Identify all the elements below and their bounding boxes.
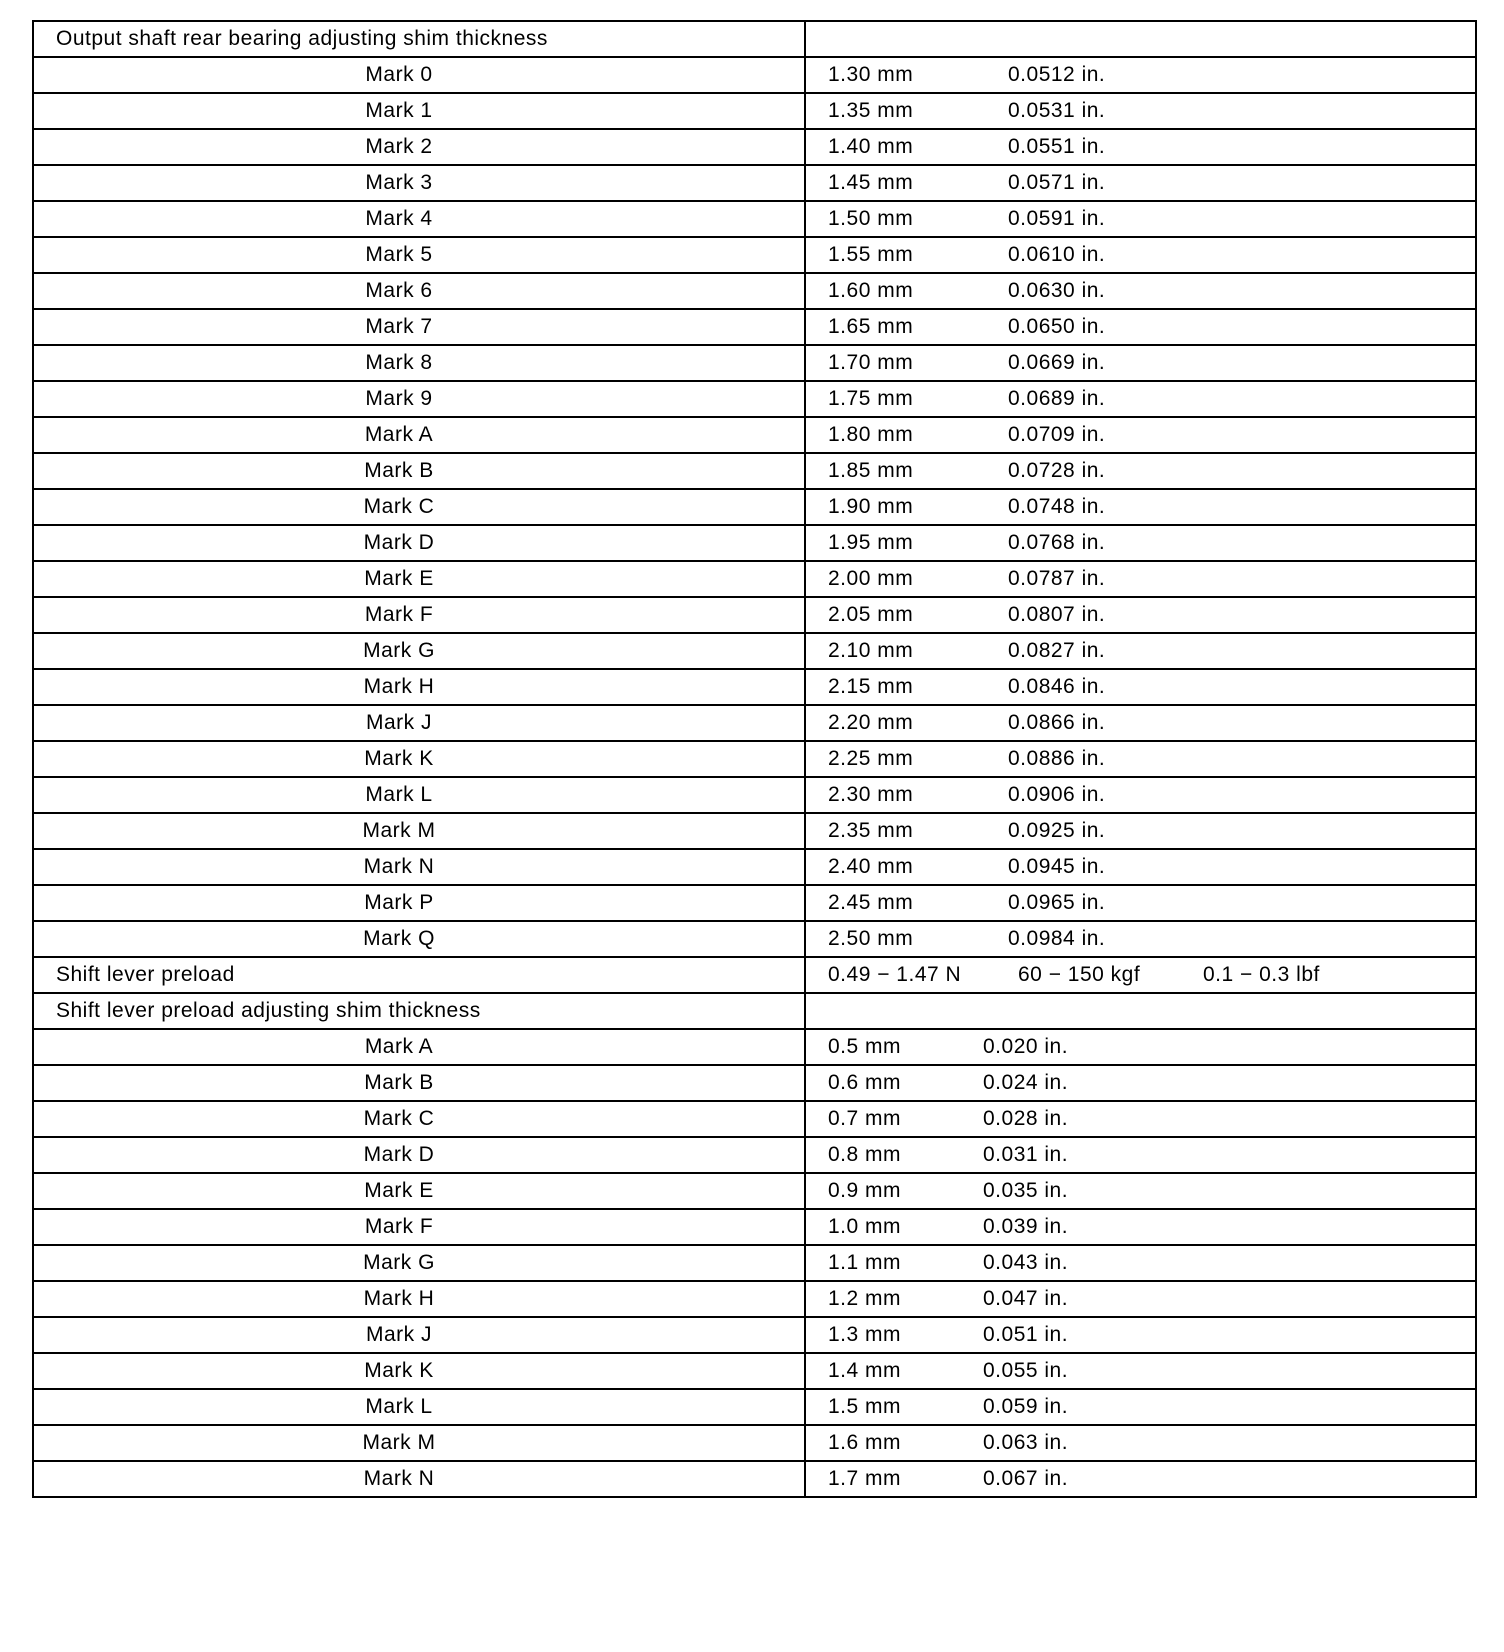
value-mm: 1.75 mm <box>828 387 914 410</box>
mark-cell: Mark N <box>33 849 805 885</box>
spec-table <box>32 20 1477 1498</box>
value-inch: 0.0512 in. <box>1008 63 1106 86</box>
value-inch: 0.0610 in. <box>1008 243 1106 266</box>
value-mm: 1.60 mm <box>828 279 914 302</box>
value-mm: 0.9 mm <box>828 1179 902 1202</box>
value-mm: 1.70 mm <box>828 351 914 374</box>
value-mm: 2.25 mm <box>828 747 914 770</box>
mark-cell: Mark B <box>33 453 805 489</box>
value-inch: 0.0630 in. <box>1008 279 1106 302</box>
value-cell <box>805 273 1476 309</box>
value-cell <box>805 669 1476 705</box>
table-row <box>33 741 1476 777</box>
table-row <box>33 1425 1476 1461</box>
mark-cell: Mark 5 <box>33 237 805 273</box>
value-inch: 0.0650 in. <box>1008 315 1106 338</box>
table-row <box>33 381 1476 417</box>
value-inch: 0.0886 in. <box>1008 747 1106 770</box>
table-row <box>33 1461 1476 1497</box>
mark-cell: Mark J <box>33 705 805 741</box>
value-mm: 0.7 mm <box>828 1107 902 1130</box>
value-inch: 0.0551 in. <box>1008 135 1106 158</box>
mark-cell: Mark M <box>33 1425 805 1461</box>
value-inch: 0.0925 in. <box>1008 819 1106 842</box>
section2-header-empty-cell <box>805 993 1476 1029</box>
value-mm: 1.90 mm <box>828 495 914 518</box>
table-row <box>33 705 1476 741</box>
value-mm: 1.35 mm <box>828 99 914 122</box>
mark-cell: Mark H <box>33 1281 805 1317</box>
value-cell <box>805 57 1476 93</box>
mark-cell: Mark A <box>33 1029 805 1065</box>
mark-cell: Mark 1 <box>33 93 805 129</box>
mark-cell: Mark D <box>33 1137 805 1173</box>
table-row <box>33 633 1476 669</box>
value-inch: 0.0689 in. <box>1008 387 1106 410</box>
value-inch: 0.0748 in. <box>1008 495 1106 518</box>
mark-cell: Mark L <box>33 777 805 813</box>
value-cell <box>805 309 1476 345</box>
spec-table-body <box>33 21 1476 1497</box>
section1-header-empty-cell <box>805 21 1476 57</box>
value-cell <box>805 525 1476 561</box>
mark-cell: Mark M <box>33 813 805 849</box>
value-cell <box>805 1281 1476 1317</box>
mark-cell: Mark G <box>33 1245 805 1281</box>
value-inch: 0.059 in. <box>983 1395 1069 1418</box>
value-inch: 0.024 in. <box>983 1071 1069 1094</box>
table-row <box>33 489 1476 525</box>
table-row <box>33 561 1476 597</box>
value-mm: 2.45 mm <box>828 891 914 914</box>
mark-cell: Mark N <box>33 1461 805 1497</box>
mark-cell: Mark L <box>33 1389 805 1425</box>
preload-label: Shift lever preload <box>33 957 805 993</box>
table-row <box>33 1353 1476 1389</box>
value-cell <box>805 417 1476 453</box>
value-inch: 0.047 in. <box>983 1287 1069 1310</box>
table-row <box>33 201 1476 237</box>
preload-kgf: 60 − 150 kgf <box>1018 963 1141 986</box>
value-cell <box>805 237 1476 273</box>
value-mm: 0.8 mm <box>828 1143 902 1166</box>
table-row <box>33 165 1476 201</box>
value-inch: 0.0945 in. <box>1008 855 1106 878</box>
value-inch: 0.0965 in. <box>1008 891 1106 914</box>
value-mm: 2.20 mm <box>828 711 914 734</box>
mark-cell: Mark 6 <box>33 273 805 309</box>
value-inch: 0.0846 in. <box>1008 675 1106 698</box>
value-cell <box>805 561 1476 597</box>
preload-lbf: 0.1 − 0.3 lbf <box>1203 963 1320 986</box>
value-inch: 0.028 in. <box>983 1107 1069 1130</box>
value-mm: 1.7 mm <box>828 1467 902 1490</box>
value-cell <box>805 777 1476 813</box>
value-cell <box>805 1425 1476 1461</box>
value-inch: 0.035 in. <box>983 1179 1069 1202</box>
mark-cell: Mark 3 <box>33 165 805 201</box>
value-mm: 2.50 mm <box>828 927 914 950</box>
value-inch: 0.0591 in. <box>1008 207 1106 230</box>
value-mm: 1.50 mm <box>828 207 914 230</box>
value-cell <box>805 453 1476 489</box>
value-mm: 1.5 mm <box>828 1395 902 1418</box>
mark-cell: Mark F <box>33 597 805 633</box>
mark-cell: Mark H <box>33 669 805 705</box>
value-mm: 1.65 mm <box>828 315 914 338</box>
value-cell <box>805 1353 1476 1389</box>
mark-cell: Mark 7 <box>33 309 805 345</box>
table-row <box>33 345 1476 381</box>
value-mm: 2.15 mm <box>828 675 914 698</box>
value-mm: 1.85 mm <box>828 459 914 482</box>
table-row <box>33 597 1476 633</box>
mark-cell: Mark 8 <box>33 345 805 381</box>
mark-cell: Mark 2 <box>33 129 805 165</box>
mark-cell: Mark B <box>33 1065 805 1101</box>
value-inch: 0.0531 in. <box>1008 99 1106 122</box>
table-row <box>33 1281 1476 1317</box>
value-cell <box>805 705 1476 741</box>
value-inch: 0.0669 in. <box>1008 351 1106 374</box>
value-mm: 2.10 mm <box>828 639 914 662</box>
value-cell <box>805 597 1476 633</box>
value-mm: 0.5 mm <box>828 1035 902 1058</box>
mark-cell: Mark K <box>33 741 805 777</box>
value-cell <box>805 1137 1476 1173</box>
value-inch: 0.0571 in. <box>1008 171 1106 194</box>
mark-cell: Mark G <box>33 633 805 669</box>
table-row <box>33 1173 1476 1209</box>
mark-cell: Mark 4 <box>33 201 805 237</box>
value-inch: 0.0807 in. <box>1008 603 1106 626</box>
section1-header-row <box>33 21 1476 57</box>
value-cell <box>805 1065 1476 1101</box>
value-inch: 0.020 in. <box>983 1035 1069 1058</box>
table-row <box>33 1317 1476 1353</box>
preload-newton: 0.49 − 1.47 N <box>828 963 962 986</box>
value-inch: 0.043 in. <box>983 1251 1069 1274</box>
value-cell <box>805 813 1476 849</box>
value-mm: 1.1 mm <box>828 1251 902 1274</box>
table-row <box>33 921 1476 957</box>
table-row <box>33 669 1476 705</box>
value-cell <box>805 741 1476 777</box>
value-mm: 2.35 mm <box>828 819 914 842</box>
value-mm: 1.6 mm <box>828 1431 902 1454</box>
value-mm: 2.05 mm <box>828 603 914 626</box>
table-row <box>33 1209 1476 1245</box>
section2-header-row <box>33 993 1476 1029</box>
value-cell <box>805 345 1476 381</box>
table-row <box>33 57 1476 93</box>
value-inch: 0.0709 in. <box>1008 423 1106 446</box>
value-cell <box>805 1245 1476 1281</box>
preload-values <box>805 957 1476 993</box>
table-row <box>33 237 1476 273</box>
value-inch: 0.0906 in. <box>1008 783 1106 806</box>
value-cell <box>805 849 1476 885</box>
value-inch: 0.031 in. <box>983 1143 1069 1166</box>
mark-cell: Mark 9 <box>33 381 805 417</box>
table-row <box>33 777 1476 813</box>
table-row <box>33 849 1476 885</box>
value-cell <box>805 885 1476 921</box>
table-row <box>33 1389 1476 1425</box>
value-cell <box>805 1101 1476 1137</box>
value-inch: 0.0866 in. <box>1008 711 1106 734</box>
mark-cell: Mark P <box>33 885 805 921</box>
mark-cell: Mark A <box>33 417 805 453</box>
table-row <box>33 417 1476 453</box>
table-row <box>33 1029 1476 1065</box>
table-row <box>33 129 1476 165</box>
mark-cell: Mark Q <box>33 921 805 957</box>
value-cell <box>805 1209 1476 1245</box>
value-cell <box>805 1173 1476 1209</box>
value-inch: 0.067 in. <box>983 1467 1069 1490</box>
value-cell <box>805 129 1476 165</box>
table-row <box>33 813 1476 849</box>
table-row <box>33 1065 1476 1101</box>
table-row <box>33 273 1476 309</box>
value-mm: 1.4 mm <box>828 1359 902 1382</box>
table-row <box>33 1137 1476 1173</box>
value-inch: 0.063 in. <box>983 1431 1069 1454</box>
preload-row <box>33 957 1476 993</box>
value-inch: 0.0768 in. <box>1008 531 1106 554</box>
mark-cell: Mark 0 <box>33 57 805 93</box>
value-mm: 2.40 mm <box>828 855 914 878</box>
mark-cell: Mark C <box>33 1101 805 1137</box>
table-row <box>33 885 1476 921</box>
mark-cell: Mark J <box>33 1317 805 1353</box>
value-inch: 0.051 in. <box>983 1323 1069 1346</box>
value-mm: 2.00 mm <box>828 567 914 590</box>
table-row <box>33 525 1476 561</box>
value-inch: 0.0787 in. <box>1008 567 1106 590</box>
mark-cell: Mark E <box>33 561 805 597</box>
value-cell <box>805 1461 1476 1497</box>
mark-cell: Mark K <box>33 1353 805 1389</box>
value-cell <box>805 633 1476 669</box>
table-row <box>33 1245 1476 1281</box>
value-mm: 1.45 mm <box>828 171 914 194</box>
section2-title: Shift lever preload adjusting shim thickness <box>33 993 805 1029</box>
value-mm: 1.40 mm <box>828 135 914 158</box>
value-inch: 0.0984 in. <box>1008 927 1106 950</box>
table-row <box>33 1101 1476 1137</box>
value-mm: 1.30 mm <box>828 63 914 86</box>
value-cell <box>805 1029 1476 1065</box>
mark-cell: Mark F <box>33 1209 805 1245</box>
value-mm: 1.80 mm <box>828 423 914 446</box>
value-mm: 1.95 mm <box>828 531 914 554</box>
value-mm: 1.3 mm <box>828 1323 902 1346</box>
value-cell <box>805 93 1476 129</box>
value-cell <box>805 489 1476 525</box>
table-row <box>33 309 1476 345</box>
value-inch: 0.0827 in. <box>1008 639 1106 662</box>
value-mm: 1.55 mm <box>828 243 914 266</box>
mark-cell: Mark D <box>33 525 805 561</box>
value-inch: 0.0728 in. <box>1008 459 1106 482</box>
value-cell <box>805 381 1476 417</box>
section1-title: Output shaft rear bearing adjusting shim thickness <box>33 21 805 57</box>
value-cell <box>805 165 1476 201</box>
value-cell <box>805 1389 1476 1425</box>
value-mm: 0.6 mm <box>828 1071 902 1094</box>
value-mm: 1.2 mm <box>828 1287 902 1310</box>
table-row <box>33 93 1476 129</box>
value-mm: 2.30 mm <box>828 783 914 806</box>
value-mm: 1.0 mm <box>828 1215 902 1238</box>
value-cell <box>805 921 1476 957</box>
table-row <box>33 453 1476 489</box>
mark-cell: Mark C <box>33 489 805 525</box>
value-cell <box>805 201 1476 237</box>
value-cell <box>805 1317 1476 1353</box>
mark-cell: Mark E <box>33 1173 805 1209</box>
value-inch: 0.039 in. <box>983 1215 1069 1238</box>
value-inch: 0.055 in. <box>983 1359 1069 1382</box>
